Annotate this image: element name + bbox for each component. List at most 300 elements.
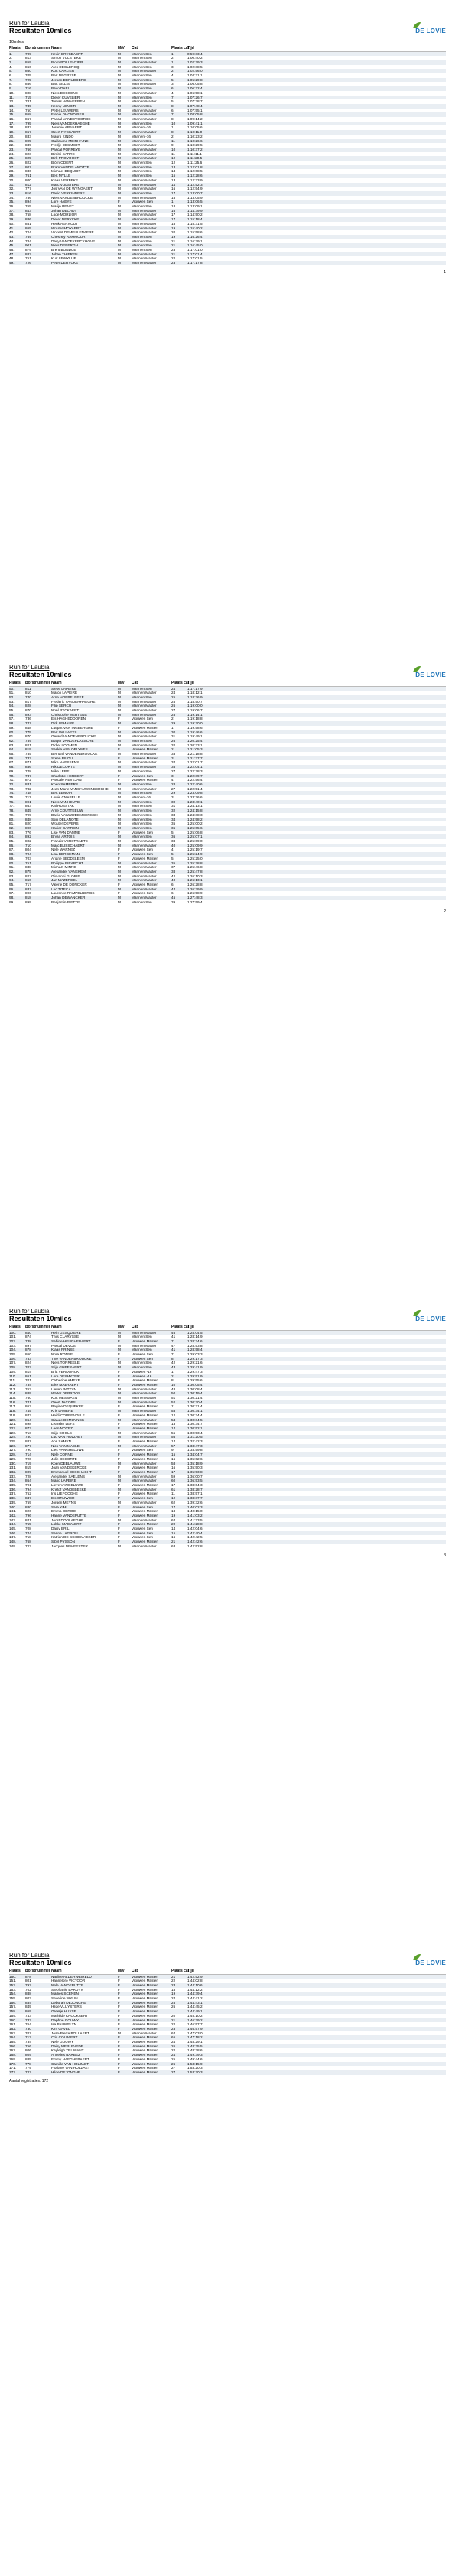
cell-time: 1:29:03.3 [187,1352,203,1356]
cell-time: 1:28:04.5 [187,1330,203,1335]
cell-place: 4. [9,64,12,69]
cell-bib: 850 [25,878,31,883]
cell-cat: Mannen Sen [132,1335,152,1339]
cell-bib: 702 [25,1987,31,1992]
cell-bib: 784 [25,239,31,243]
cell-cat-place: 28 [171,782,176,786]
cell-cat-place: 55 [171,1430,176,1435]
cell-place: 74. [9,791,15,795]
cell-cat-place: 36 [171,834,176,839]
cell-cat-place: 25 [171,2000,176,2005]
cell-cat: Mannen Sen [132,164,152,169]
cell-cat-place: 10 [171,147,176,151]
cell-place: 163. [9,2031,17,2035]
col-header-bib: Borstnummer [25,681,50,685]
cell-name: Els GRUWIER [51,1496,75,1501]
cell-time: 1:28:14.9 [187,1335,203,1339]
cell-name: Niels TORREELE [51,1361,80,1365]
cell-time: 1:30:34.1 [187,1409,203,1413]
cell-time: 1:19:46.6 [187,730,203,734]
cell-place: 58. [9,721,15,726]
cell-mv: F [118,2009,120,2014]
cell-bib: 817 [25,699,31,704]
cell-place: 70. [9,773,15,778]
cell-bib: 809 [25,1469,31,1474]
cell-place: 51. [9,691,15,695]
cell-bib: 785 [25,752,31,756]
cell-time: 1:07:48.4 [187,103,203,108]
cell-cat-place: 25 [171,2057,176,2061]
cell-place: 6. [9,73,12,77]
cell-name: Claude DEMUYNCK [51,1417,84,1422]
cell-cat: Vrouwen Master [132,1404,158,1409]
cell-name: Benjamin PIETTE [51,899,80,904]
cell-time: 1:23:40.1 [187,799,203,804]
cell-time: 1:42:04.6 [187,1527,203,1530]
cell-place: 53. [9,699,15,704]
cell-place: 103. [9,1343,17,1348]
cell-bib: 758 [25,213,31,217]
cell-cat: Vrouwen Master [132,756,158,760]
cell-mv: M [118,896,121,900]
cell-cat-place: 9 [171,1448,174,1452]
cell-name: Lowie CNAPELLE [51,795,81,799]
cell-mv: M [118,121,121,125]
cell-place: 83. [9,830,15,834]
cell-cat: Mannen Sen [132,239,152,243]
cell-cat-place: 13 [171,1422,176,1426]
cell-time: 1:26:58.9 [187,891,203,896]
cell-mv: F [118,2066,120,2070]
cell-place: 91. [9,865,15,870]
cell-cat-place: 41 [171,1335,176,1339]
cell-name: Emma DEROO [51,1509,76,1514]
cell-time: 1:25:46.8 [187,865,203,870]
cell-cat-place: 14 [171,1527,176,1530]
cell-mv: M [118,182,121,187]
cell-name: Sabine HEUGHEBAERT [51,1338,91,1343]
cell-time: 1:30:34.5 [187,1417,203,1422]
cell-bib: 827 [25,873,31,878]
cell-place: 90. [9,860,15,865]
cell-place: 24. [9,151,15,156]
cell-bib: 837 [25,886,31,891]
cell-time: 1:06:58.1 [187,90,203,95]
cell-time: 1:30:05.4 [187,1382,203,1387]
cell-place: 116. [9,1400,16,1404]
cell-cat: Mannen Master [132,82,157,86]
registrations-count: Aantal registraties: 172 [9,2078,49,2083]
cell-cat: Mannen Sen [132,694,152,699]
cell-bib: 841 [25,1517,31,1522]
cell-place: 97. [9,891,15,896]
cell-bib: 862 [25,1404,31,1409]
cell-place: 39. [9,217,15,222]
cell-name: Luc VAN HOLZAET [51,1435,83,1439]
cell-name: Koen DEBLAUWE [51,1461,81,1465]
table-row [9,2070,446,2075]
cell-bib: 712 [25,2035,31,2040]
cell-place: 7. [9,77,12,82]
cell-cat: Vrouwen Master [132,1465,158,1470]
cell-cat: Mannen Sen [132,234,152,239]
cell-bib: 725 [25,77,31,82]
cell-place: 22. [9,143,15,148]
cell-time: 1:25:09.0 [187,839,203,843]
cell-cat: Mannen Master [132,843,157,847]
cell-mv: M [118,721,121,726]
cell-name: Leen NOYEZ [51,1426,73,1430]
cell-cat-place: 26 [171,2044,176,2048]
cell-cat: Mannen Sen [132,769,152,773]
cell-name: Dieter CUVELIER [51,95,80,99]
cell-mv: F [118,2000,120,2005]
cell-place: 135. [9,1483,17,1487]
cell-cat-place: 7 [171,1338,174,1343]
cell-cat-place: 51 [171,1396,176,1400]
cell-time: 1:22:56.4 [187,778,203,782]
cell-name: Kenny LENOIR [51,103,76,108]
cell-time: 1:44:02.8 [187,1979,203,1983]
cell-time: 1:29:41.9 [187,1365,203,1370]
cell-mv: F [118,1509,120,1514]
cell-mv: M [118,1343,121,1348]
cell-bib: 790 [25,1448,31,1452]
cell-cat: Mannen Master [132,261,157,265]
cell-cat: Mannen Sen [132,1361,152,1365]
cell-cat: Mannen Master [132,108,157,112]
cell-place: 54. [9,704,15,708]
cell-time: 1:21:37.7 [187,756,203,760]
cell-mv: F [118,1527,120,1530]
cell-mv: F [118,883,120,886]
col-header-place: Plaats [9,681,21,685]
cell-name: Laurence RAMPELBERGS [51,891,95,896]
cell-mv: M [118,712,121,717]
cell-time: 1:49:44.6 [187,2057,203,2061]
cell-cat-place: 14 [171,1439,176,1443]
cell-cat-place: 5 [171,99,174,104]
cell-cat: Vrouwen Master [132,2013,158,2018]
cell-mv: M [118,2031,121,2035]
cell-bib: 847 [25,1496,31,1501]
cell-cat: Mannen Master [132,1343,157,1348]
cell-cat-place: 64 [171,1517,176,1522]
cell-cat: Mannen -16 [132,125,151,130]
cell-place: 110. [9,1374,16,1378]
cell-place: 153. [9,1987,17,1992]
cell-time: 1:32:42.3 [187,1439,203,1443]
cell-cat: Mannen Master [132,1487,157,1491]
cell-cat: Mannen Sen [132,782,152,786]
cell-place: 34. [9,195,15,200]
cell-cat-place: 3 [171,773,174,778]
leaf-icon [412,1951,420,1959]
cell-time: 1:35:50.3 [187,1465,203,1470]
cell-name: Kristof VANDEBEEKE [51,1487,87,1491]
cell-bib: 885 [25,2057,31,2061]
cell-place: 33. [9,190,15,195]
cell-time: 1:10:37.2 [187,147,203,151]
cell-name: Hilde DEJONGHE [51,2070,81,2074]
cell-time: 1:46:39.2 [187,2018,203,2022]
cell-place: 118. [9,1409,16,1413]
cell-cat-place: 61 [171,1487,176,1491]
cell-mv: M [118,834,121,839]
cell-name: Katrien DE SCHIEMAEKER [51,1535,96,1540]
cell-name: Michaël MINNE [51,865,76,870]
cell-place: 111. [9,1378,16,1383]
cell-bib: 777 [25,187,31,191]
cell-time: 1:02:38.5 [187,64,203,69]
cell-cat: Mannen Master [132,760,157,765]
cell-cat-place: 56 [171,1435,176,1439]
cell-cat: Vrouwen Sen [132,1504,153,1509]
cell-time: 1:22:39.7 [187,773,203,778]
cell-cat-place: 22 [171,1979,176,1983]
cell-name: Stephanie BARDYN [51,1987,83,1992]
cell-mv: M [118,147,121,151]
cell-bib: 765 [25,204,31,208]
cell-place: 156. [9,2000,17,2005]
cell-time: 1:19:18.8 [187,717,203,721]
cell-cat-place: 52 [171,1400,176,1404]
cell-mv: F [118,2013,120,2018]
cell-place: 107. [9,1361,17,1365]
cell-cat: Mannen Master [132,1417,157,1422]
cell-cat-place: 27 [171,769,176,773]
cell-cat: Vrouwen Master [132,2000,158,2005]
cell-name: Deborah DEJONGHE [51,2000,86,2005]
cell-place: 46. [9,248,15,252]
cell-name: Bert DEGRYSE [51,73,76,77]
cell-cat-place: 29 [171,721,176,726]
cell-time: 1:44:49.1 [187,2009,203,2014]
cell-mv: F [118,1439,120,1443]
cell-cat: Mannen Master [132,177,157,182]
cell-bib: 836 [25,169,31,174]
logo-text: DE LOVIE [415,672,446,678]
cell-cat: Vrouwen Sen [132,847,153,852]
cell-cat-place: 17 [171,213,176,217]
cell-bib: 856 [25,82,31,86]
cell-bib: 896 [25,891,31,896]
cell-mv: M [118,190,121,195]
cell-time: 1:30:19.4 [187,1391,203,1396]
cell-bib: 807 [25,164,31,169]
col-header-name: Naam [51,1969,62,1973]
cell-time: 1:35:53.8 [187,1469,203,1474]
cell-cat: Mannen Master [132,860,157,865]
logo-text: DE LOVIE [415,1960,446,1966]
cell-time: 1:22:51.4 [187,786,203,791]
cell-name: Klaas PRINSE [51,1348,75,1352]
cell-cat-place: 24 [171,686,176,691]
cell-cat: Mannen Sen [132,1365,152,1370]
cell-name: Mike LERE [51,769,70,773]
cell-name: Thijs CLARYSSE [51,1335,80,1339]
cell-cat: Mannen Master [132,865,157,870]
cell-cat: Mannen Master [132,230,157,235]
cell-cat-place: 5 [171,830,174,834]
cell-place: 102. [9,1338,17,1343]
cell-cat: Vrouwen Sen [132,1448,153,1452]
cell-bib: 782 [25,786,31,791]
cell-name: Daphne GOUWY [51,2018,79,2022]
cell-mv: M [118,1500,121,1504]
cell-name: Severine WYLIN [51,1996,78,2000]
cell-cat: Mannen Master [132,2031,157,2035]
cell-bib: 868 [25,112,31,117]
cell-cat: Vrouwen Master [132,1996,158,2000]
cell-bib: 710 [25,843,31,847]
cell-bib: 897 [25,1343,31,1348]
cell-bib: 705 [25,73,31,77]
cell-time: 1:17:01.0 [187,248,203,252]
cell-cat: Vrouwen Sen [132,1352,153,1356]
cell-mv: F [118,1535,120,1540]
cell-place: 26. [9,161,15,164]
cell-place: 65. [9,752,15,756]
cell-cat-place: 2 [171,747,174,752]
cell-time: 1:41:23.5 [187,1517,203,1522]
cell-mv: F [118,756,120,760]
cell-bib: 898 [25,1422,31,1426]
cell-mv: F [118,1356,120,1361]
cell-cat-place: 64 [171,2031,176,2035]
cell-name: Cris COLPAERT [51,2035,78,2040]
cell-time: 1:11:20.5 [187,156,203,161]
cell-time: 1:36:53.5 [187,1478,203,1483]
cell-cat-place: 21 [171,239,176,243]
cell-place: 85. [9,839,15,843]
cell-mv: M [118,174,121,178]
cell-mv: M [118,765,121,769]
cell-name: Lode MORLION [51,213,77,217]
cell-name: Britt VERDONCK [51,1369,80,1374]
cell-mv: M [118,1543,121,1548]
cell-bib: 775 [25,730,31,734]
cell-cat-place: 20 [171,2013,176,2018]
cell-place: 2. [9,56,12,60]
cell-mv: M [118,860,121,865]
cell-mv: M [118,730,121,734]
cell-place: 64. [9,747,15,752]
cell-cat: Vrouwen Sen [132,1356,153,1361]
cell-time: 0:59:33.4 [187,51,203,56]
cell-mv: F [118,1987,120,1992]
cell-cat: Mannen Master [132,256,157,261]
cell-bib: 889 [25,1391,31,1396]
cell-cat-place: 17 [171,1504,176,1509]
cell-bib: 821 [25,743,31,747]
cell-name: Alex DECLERCQ [51,64,80,69]
cell-name: Ariane BEDDELEEM [51,856,85,860]
cell-time: 1:28:53.8 [187,1343,203,1348]
cell-mv: M [118,769,121,773]
cell-time: 1:27:48.3 [187,896,203,900]
cell-mv: F [118,2022,120,2027]
cell-place: 42. [9,230,15,235]
cell-time: 1:25:19.7 [187,847,203,852]
cell-bib: 867 [25,117,31,121]
cell-place: 114. [9,1391,16,1396]
cell-time: 1:25:05.6 [187,825,203,830]
col-header-cat-place: Plaats cat [171,681,190,685]
cell-bib: 840 [25,1330,31,1335]
cell-cat: Vrouwen Master [132,1513,158,1517]
cell-place: 48. [9,256,15,261]
cell-bib: 890 [25,825,31,830]
cell-cat-place: 5 [171,852,174,857]
cell-place: 115. [9,1396,16,1400]
cell-cat-place: 15 [171,174,176,178]
cell-bib: 806 [25,2048,31,2053]
cell-name: Peter DERYCKE [51,261,79,265]
cell-place: 11. [9,95,15,99]
cell-bib: 759 [25,1500,31,1504]
cell-time: 1:12:28.6 [187,174,203,178]
cell-cat-place: 2 [171,56,174,60]
results-page [0,1932,455,2576]
cell-cat-place: 4 [171,778,174,782]
cell-cat: Mannen Master [132,734,157,739]
cell-bib: 769 [25,234,31,239]
cell-bib: 750 [25,108,31,112]
cell-cat-place: 42 [171,873,176,878]
cell-mv: F [118,1996,120,2000]
cell-bib: 860 [25,1352,31,1356]
cell-cat: Mannen Master [132,217,157,222]
cell-cat-place: 23 [171,1982,176,1987]
cell-mv: F [118,1496,120,1501]
cell-name: Jean-Pierre BOLLAERT [51,2031,89,2035]
cell-bib: 812 [25,182,31,187]
cell-name: Bavo DAEL [51,86,70,91]
cell-place: 27. [9,164,15,169]
cell-time: 1:48:38.6 [187,2048,203,2053]
cell-mv: F [118,852,120,857]
cell-name: Arne HOEPELBEKE [51,694,84,699]
cell-cat-place: 42 [171,1361,176,1365]
col-header-mv: M/V [118,46,125,50]
cell-cat-place: 27 [171,2066,176,2070]
cell-bib: 734 [25,1382,31,1387]
cell-cat-place: 17 [171,1483,176,1487]
cell-place: 171. [9,2066,17,2070]
cell-mv: F [118,1513,120,1517]
cell-time: 1:30:53.4 [187,1430,203,1435]
cell-name: Francis VERSTRAETE [51,839,88,843]
cell-bib: 873 [25,1426,31,1430]
cell-bib: 811 [25,686,31,691]
cell-place: 151. [9,1979,17,1983]
cell-bib: 832 [25,125,31,130]
cell-mv: M [118,899,121,904]
cell-name: Philippe PIRARCHT [51,860,83,865]
cell-cat: Vrouwen Master [132,1509,158,1514]
cell-cat: Mannen Sen [132,821,152,826]
cell-time: 1:22:40.6 [187,782,203,786]
cell-place: 12. [9,99,15,104]
cell-bib: 756 [25,2044,31,2048]
cell-time: 1:44:43.1 [187,2000,203,2005]
cell-bib: 893 [25,712,31,717]
cell-time: 1:35:18.9 [187,1461,203,1465]
cell-mv: M [118,1435,121,1439]
cell-cat-place: 21 [171,2018,176,2022]
cell-bib: 810 [25,691,31,695]
